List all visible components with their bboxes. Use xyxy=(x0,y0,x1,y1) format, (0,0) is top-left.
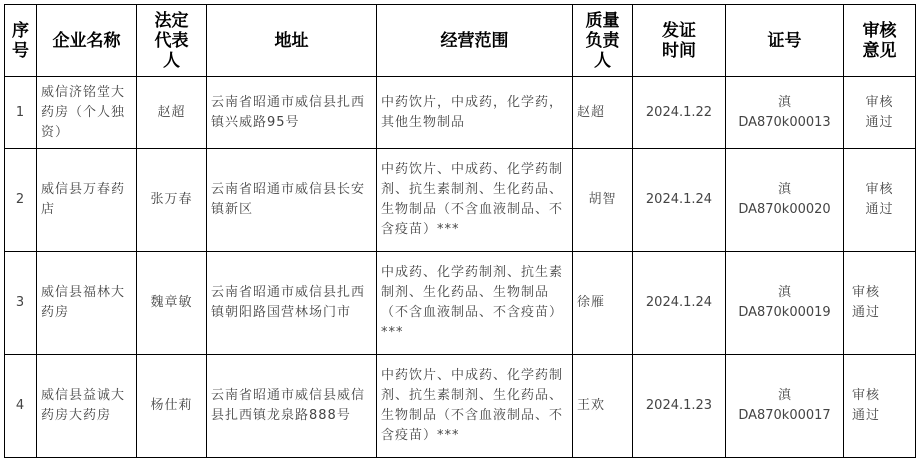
cell-company: 威信县益诚大药房大药房 xyxy=(37,355,137,458)
cell-cert-no: 滇 DA870k00017 xyxy=(726,355,844,458)
cell-cert-no: 滇 DA870k00013 xyxy=(726,77,844,149)
header-legal-rep: 法定代表人 xyxy=(137,5,207,77)
cell-quality: 胡智 xyxy=(573,149,633,252)
cell-review: 审核通过 xyxy=(844,252,916,355)
header-seq: 序号 xyxy=(5,5,37,77)
license-table xyxy=(4,4,916,458)
cell-issue-date: 2024.1.23 xyxy=(633,355,726,458)
cell-legal-rep: 赵超 xyxy=(137,77,207,149)
cell-quality: 徐雁 xyxy=(573,252,633,355)
table-row xyxy=(5,77,916,149)
cell-seq: 1 xyxy=(5,77,37,149)
table-header-row xyxy=(5,5,916,77)
cell-seq: 4 xyxy=(5,355,37,458)
cell-scope: 中药饮片、中成药、化学药制剂、抗生素制剂、生化药品、生物制品（不含血液制品、不含疫苗）*** xyxy=(377,149,573,252)
cell-legal-rep: 魏章敏 xyxy=(137,252,207,355)
cell-issue-date: 2024.1.22 xyxy=(633,77,726,149)
header-cert-no: 证号 xyxy=(726,5,844,77)
cell-quality: 王欢 xyxy=(573,355,633,458)
cell-cert-no: 滇 DA870k00020 xyxy=(726,149,844,252)
cell-review: 审核通过 xyxy=(844,355,916,458)
cell-address: 云南省昭通市威信县长安镇新区 xyxy=(207,149,377,252)
cell-quality: 赵超 xyxy=(573,77,633,149)
license-table-container xyxy=(4,4,916,458)
table-row xyxy=(5,355,916,458)
cell-seq: 3 xyxy=(5,252,37,355)
table-row xyxy=(5,252,916,355)
table-row xyxy=(5,149,916,252)
header-company: 企业名称 xyxy=(37,5,137,77)
header-scope: 经营范围 xyxy=(377,5,573,77)
cell-review: 审核通过 xyxy=(844,149,916,252)
cell-company: 威信县福林大药房 xyxy=(37,252,137,355)
cell-company: 威信济铭堂大药房（个人独资） xyxy=(37,77,137,149)
cell-address: 云南省昭通市威信县扎西镇朝阳路国营林场门市 xyxy=(207,252,377,355)
cell-address: 云南省昭通市威信县扎西镇兴威路95号 xyxy=(207,77,377,149)
header-review: 审核意见 xyxy=(844,5,916,77)
cell-scope: 中成药、化学药制剂、抗生素制剂、生化药品、生物制品（不含血液制品、不含疫苗）*** xyxy=(377,252,573,355)
header-address: 地址 xyxy=(207,5,377,77)
cell-scope: 中药饮片，中成药，化学药，其他生物制品 xyxy=(377,77,573,149)
cell-legal-rep: 杨仕莉 xyxy=(137,355,207,458)
cell-cert-no: 滇 DA870k00019 xyxy=(726,252,844,355)
cell-review: 审核通过 xyxy=(844,77,916,149)
cell-scope: 中药饮片、中成药、化学药制剂、抗生素制剂、生化药品、生物制品（不含血液制品、不含疫苗）*** xyxy=(377,355,573,458)
cell-seq: 2 xyxy=(5,149,37,252)
header-issue-date: 发证时间 xyxy=(633,5,726,77)
cell-company: 威信县万春药店 xyxy=(37,149,137,252)
header-quality: 质量负责人 xyxy=(573,5,633,77)
cell-issue-date: 2024.1.24 xyxy=(633,149,726,252)
cell-issue-date: 2024.1.24 xyxy=(633,252,726,355)
cell-address: 云南省昭通市威信县威信县扎西镇龙泉路888号 xyxy=(207,355,377,458)
cell-legal-rep: 张万春 xyxy=(137,149,207,252)
